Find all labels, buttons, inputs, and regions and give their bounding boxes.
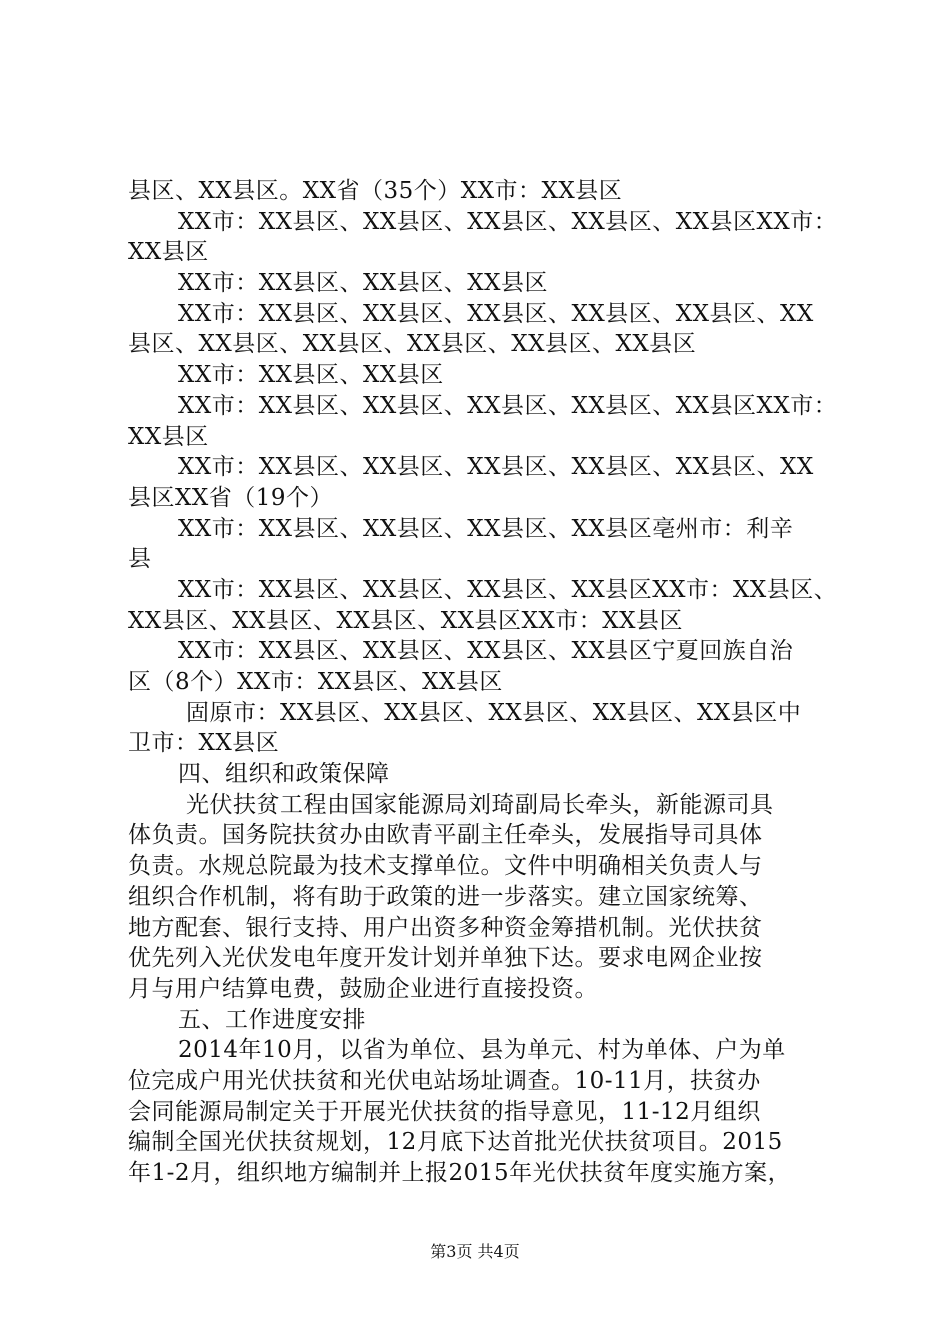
text-line: 组织合作机制，将有助于政策的进一步落实。建立国家统筹、 [128,883,763,910]
text-line: 2014年10月，以省为单位、县为单元、村为单体、户为单 [178,1037,786,1064]
document-body [128,176,840,1189]
text-line: 区（8个）XX市：XX县区、XX县区 [128,669,503,695]
text-line: 优先列入光伏发电年度开发计划并单独下达。要求电网企业按 [128,945,763,972]
text-line: 会同能源局制定关于开展光伏扶贫的指导意见，11-12月组织 [128,1098,761,1125]
text-line: 县区XX省（19个） [128,484,334,511]
text-line: 年1-2月，组织地方编制并上报2015年光伏扶贫年度实施方案， [128,1160,792,1186]
page-number-label: 第3页 共4页 [430,1242,520,1261]
text-line: 光伏扶贫工程由国家能源局刘琦副局长牵头，新能源司具 [186,791,774,818]
page-footer [0,1242,950,1262]
text-line: XX市：XX县区、XX县区、XX县区、XX县区亳州市：利辛 [178,515,794,542]
text-line: XX市：XX县区、XX县区、XX县区、XX县区、XX县区XX市： [178,392,838,419]
text-line: XX市：XX县区、XX县区、XX县区、XX县区宁夏回族自治 [178,638,794,665]
text-line: 月与用户结算电费，鼓励企业进行直接投资。 [128,975,598,1002]
text-line: 县区、XX县区、XX县区、XX县区、XX县区、XX县区 [128,331,697,358]
section-heading: 五、工作进度安排 [178,1006,366,1033]
text-line: XX县区 [128,239,209,266]
text-line: 县区、XX县区。XX省（35个）XX市：XX县区 [128,178,623,204]
text-line: 位完成户用光伏扶贫和光伏电站场址调查。10-11月，扶贫办 [128,1067,761,1094]
text-line: 卫市：XX县区 [128,730,280,757]
text-line: XX市：XX县区、XX县区、XX县区、XX县区、XX县区、XX [178,454,814,481]
text-line: XX市：XX县区、XX县区、XX县区、XX县区、XX县区、XX [178,300,814,327]
text-line: 固原市：XX县区、XX县区、XX县区、XX县区、XX县区中 [186,699,802,726]
text-line: XX县区 [128,423,209,450]
text-line: XX市：XX县区、XX县区、XX县区 [178,270,548,297]
text-line: XX市：XX县区、XX县区 [178,362,444,389]
section-heading: 四、组织和政策保障 [178,761,390,788]
text-line: 编制全国光伏扶贫规划，12月底下达首批光伏扶贫项目。2015 [128,1129,783,1156]
text-line: 地方配套、银行支持、用户出资多种资金筹措机制。光伏扶贫 [128,914,763,941]
text-line: XX市：XX县区、XX县区、XX县区、XX县区XX市：XX县区、 [178,576,838,603]
text-line: 负责。水规总院最为技术支撑单位。文件中明确相关负责人与 [128,853,763,880]
text-line: 体负责。国务院扶贫办由欧青平副主任牵头，发展指导司具体 [128,822,763,849]
text-line: 县 [128,546,152,573]
text-line: XX县区、XX县区、XX县区、XX县区XX市：XX县区 [128,607,683,634]
text-line: XX市：XX县区、XX县区、XX县区、XX县区、XX县区XX市： [178,208,838,235]
